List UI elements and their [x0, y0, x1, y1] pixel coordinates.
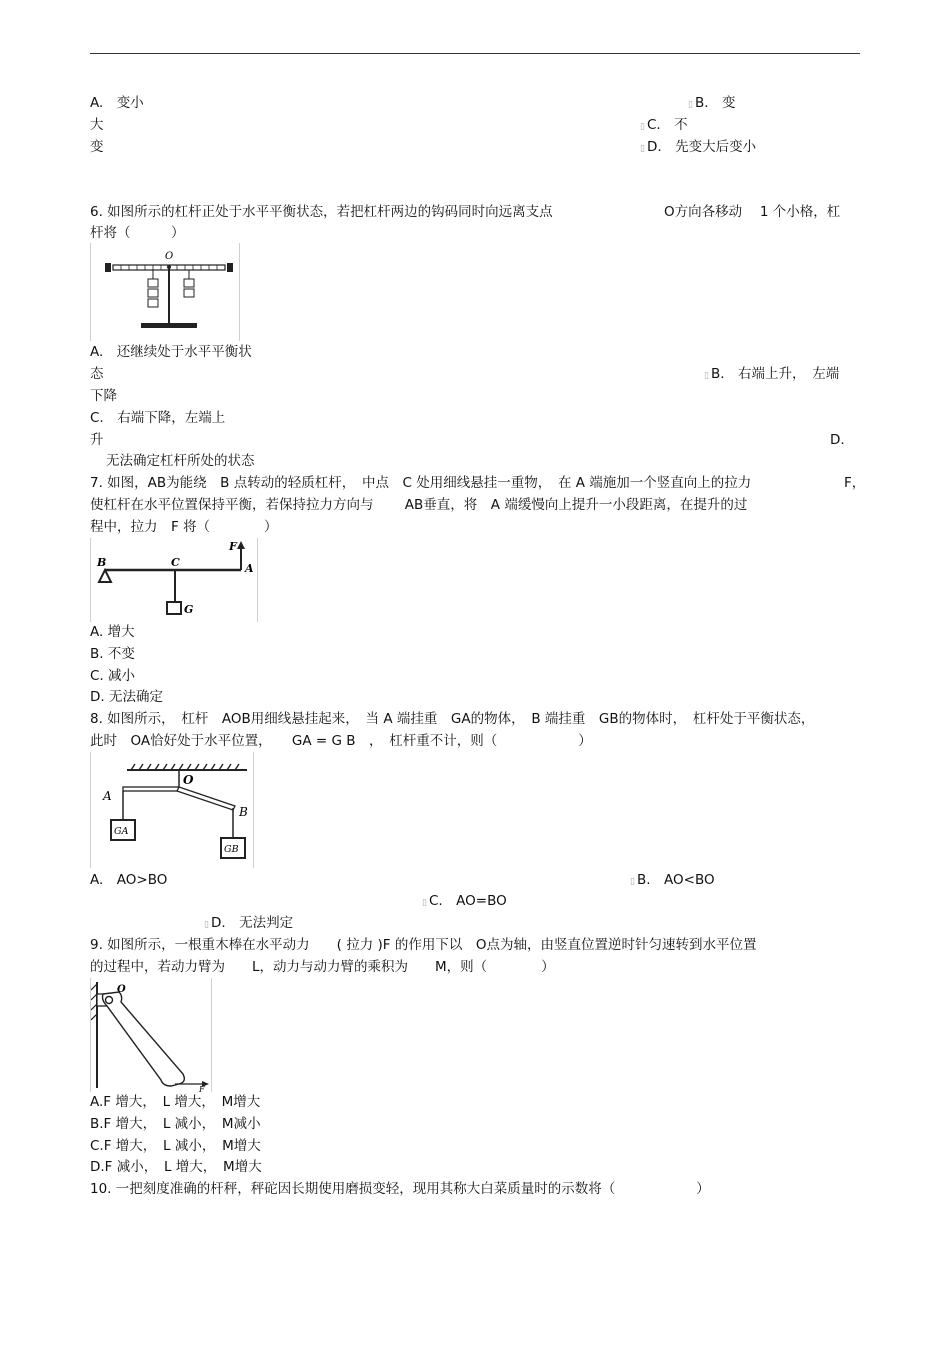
q6-option-a: A. 还继续处于水平平衡状	[90, 344, 252, 360]
q7-fig-label-g: G	[184, 603, 194, 616]
q6-lever-figure	[90, 243, 240, 341]
q8-fig-label-b: B	[239, 805, 248, 819]
q9-option-b: B.F 增大， L 减小， M减小	[90, 1116, 261, 1132]
q6-option-a-cont: 态	[90, 366, 104, 382]
q7-stem-line3: 程中，拉力 F 将（ ）	[90, 519, 278, 535]
q7-option-d: D. 无法确定	[90, 689, 163, 705]
q7-fig-label-a: A	[245, 562, 254, 575]
q6-stem-line1: 6. 如图所示的杠杆正处于水平平衡状态，若把杠杆两边的钩码同时向远离支点	[90, 204, 553, 220]
q9-stem-line2: 的过程中，若动力臂为 L，动力与动力臂的乘积为 M，则（ ）	[90, 959, 555, 975]
q8-fig-label-ga: GA	[114, 826, 129, 837]
q6-option-c: C. 右端下降，左端上	[90, 410, 226, 426]
q5-option-a: A. 变小	[90, 95, 144, 111]
q6-fig-label-o: O	[165, 251, 174, 262]
q5-option-b: ▯ B. 变	[688, 95, 736, 111]
q8-stem-line2: 此时 OA恰好处于水平位置， GA = G B ， 杠杆重不计，则（ ）	[90, 733, 592, 749]
q7-fig-label-c: C	[171, 556, 180, 569]
header-rule	[90, 53, 860, 54]
q7-stem-line1b: F，	[844, 475, 866, 491]
q6-stem-line2: 杆将（ ）	[90, 225, 185, 241]
q5-option-d: ▯ D. 先变大后变小	[640, 139, 757, 155]
q7-fig-label-f: F	[229, 540, 237, 553]
q8-option-d: ▯ D. 无法判定	[204, 915, 294, 931]
q7-stem-line2: 使杠杆在水平位置保持平衡，若保持拉力方向与 AB垂直，将 A 端缓慢向上提升一小段距离，在提升的过	[90, 497, 748, 513]
q7-lever-figure	[90, 538, 258, 622]
q6-option-c-cont: 升	[90, 432, 104, 448]
q7-option-c: C. 减小	[90, 668, 136, 684]
q6-option-d: D.	[830, 432, 845, 448]
q8-fig-label-a: A	[103, 789, 112, 803]
q9-option-a: A.F 增大， L 增大， M增大	[90, 1094, 261, 1110]
q7-fig-label-b: B	[97, 556, 107, 569]
q9-stem-line1: 9. 如图所示，一根重木棒在水平动力 ( 拉力 )F 的作用下以 O点为轴，由竖直位置逆时针匀速转到水平位置	[90, 937, 757, 953]
q8-option-a: A. AO>BO	[90, 872, 168, 888]
q10-stem-line1: 10. 一把刻度准确的杆秤，秤砣因长期使用磨损变轻，现用其称大白菜质量时的示数将（ ）	[90, 1181, 710, 1197]
q6-option-d-cont: 无法确定杠杆所处的状态	[106, 453, 255, 469]
q8-stem-line1: 8. 如图所示， 杠杆 AOB用细线悬挂起来， 当 A 端挂重 GA的物体， B 端挂重 GB的物体时， 杠杆处于平衡状态，	[90, 711, 815, 727]
q6-option-b-cont: 下降	[90, 388, 117, 404]
q7-stem-line1: 7. 如图，AB为能绕 B 点转动的轻质杠杆， 中点 C 处用细线悬挂一重物， 在 A 端施加一个竖直向上的拉力	[90, 475, 752, 491]
q9-rod-figure	[90, 978, 212, 1092]
q6-option-b: ▯ B. 右端上升， 左端	[704, 366, 840, 382]
q8-fig-label-o: O	[183, 773, 194, 787]
q8-option-b: ▯ B. AO<BO	[630, 872, 715, 888]
q5-option-b-cont: 大	[90, 117, 104, 133]
q9-fig-label-o: O	[117, 984, 126, 995]
q5-option-c: ▯ C. 不	[640, 117, 688, 133]
q8-option-c: ▯ C. AO=BO	[422, 893, 507, 909]
q9-option-d: D.F 减小， L 增大， M增大	[90, 1159, 262, 1175]
q7-option-a: A. 增大	[90, 624, 135, 640]
q8-fig-label-gb: GB	[224, 844, 239, 855]
q6-stem-line1b: O方向各移动 1 个小格，杠	[664, 204, 841, 220]
q5-option-c-cont: 变	[90, 139, 104, 155]
q7-option-b: B. 不变	[90, 646, 135, 662]
q9-option-c: C.F 增大， L 减小， M增大	[90, 1138, 261, 1154]
q9-fig-label-f: F	[199, 1085, 205, 1092]
q8-lever-figure	[90, 752, 254, 868]
